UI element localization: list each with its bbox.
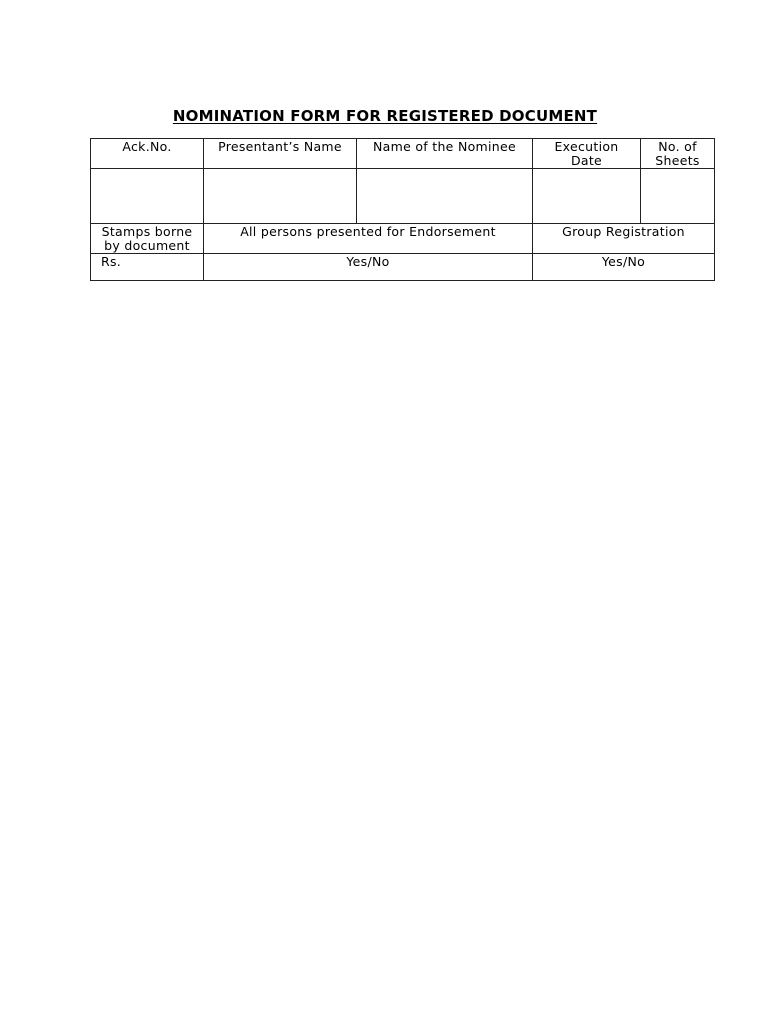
group-registration-value: Yes/No xyxy=(601,254,646,269)
form-title-text: NOMINATION FORM FOR REGISTERED DOCUMENT xyxy=(172,107,598,125)
stamps-label-cell xyxy=(91,224,204,254)
header-sheets-line1: No. of xyxy=(658,139,697,154)
nominee-name-field[interactable] xyxy=(357,169,533,224)
nomination-table xyxy=(90,138,715,281)
header-row xyxy=(91,139,715,169)
rs-label: Rs. xyxy=(101,254,122,269)
ack-no-field[interactable] xyxy=(91,169,204,224)
group-registration-value-field[interactable] xyxy=(533,254,715,281)
header-sheets-line2: Sheets xyxy=(655,153,700,168)
group-registration-label-cell xyxy=(533,224,715,254)
header-execution-date-line1: Execution xyxy=(554,139,619,154)
header-nominee-name-label: Name of the Nominee xyxy=(372,139,516,154)
stamps-amount-field[interactable] xyxy=(91,254,204,281)
value-row xyxy=(91,254,715,281)
header-nominee-name xyxy=(357,139,533,169)
endorsement-value: Yes/No xyxy=(346,254,390,269)
sheets-field[interactable] xyxy=(641,169,715,224)
stamps-label-line1: Stamps borne xyxy=(101,224,193,239)
form-title xyxy=(0,107,770,125)
header-presentant-name-label: Presentant’s Name xyxy=(218,139,342,154)
endorsement-value-field[interactable] xyxy=(204,254,533,281)
header-sheets xyxy=(641,139,715,169)
presentant-name-field[interactable] xyxy=(204,169,357,224)
header-execution-date-line2: Date xyxy=(570,153,603,168)
header-ack-no-label: Ack.No. xyxy=(122,139,172,154)
endorsement-label: All persons presented for Endorsement xyxy=(240,224,496,239)
entry-row xyxy=(91,169,715,224)
stamps-label-line2: by document xyxy=(104,238,190,253)
header-presentant-name xyxy=(204,139,357,169)
header-ack-no xyxy=(91,139,204,169)
execution-date-field[interactable] xyxy=(533,169,641,224)
endorsement-label-cell xyxy=(204,224,533,254)
header-execution-date xyxy=(533,139,641,169)
section-row xyxy=(91,224,715,254)
group-registration-label: Group Registration xyxy=(562,224,685,239)
